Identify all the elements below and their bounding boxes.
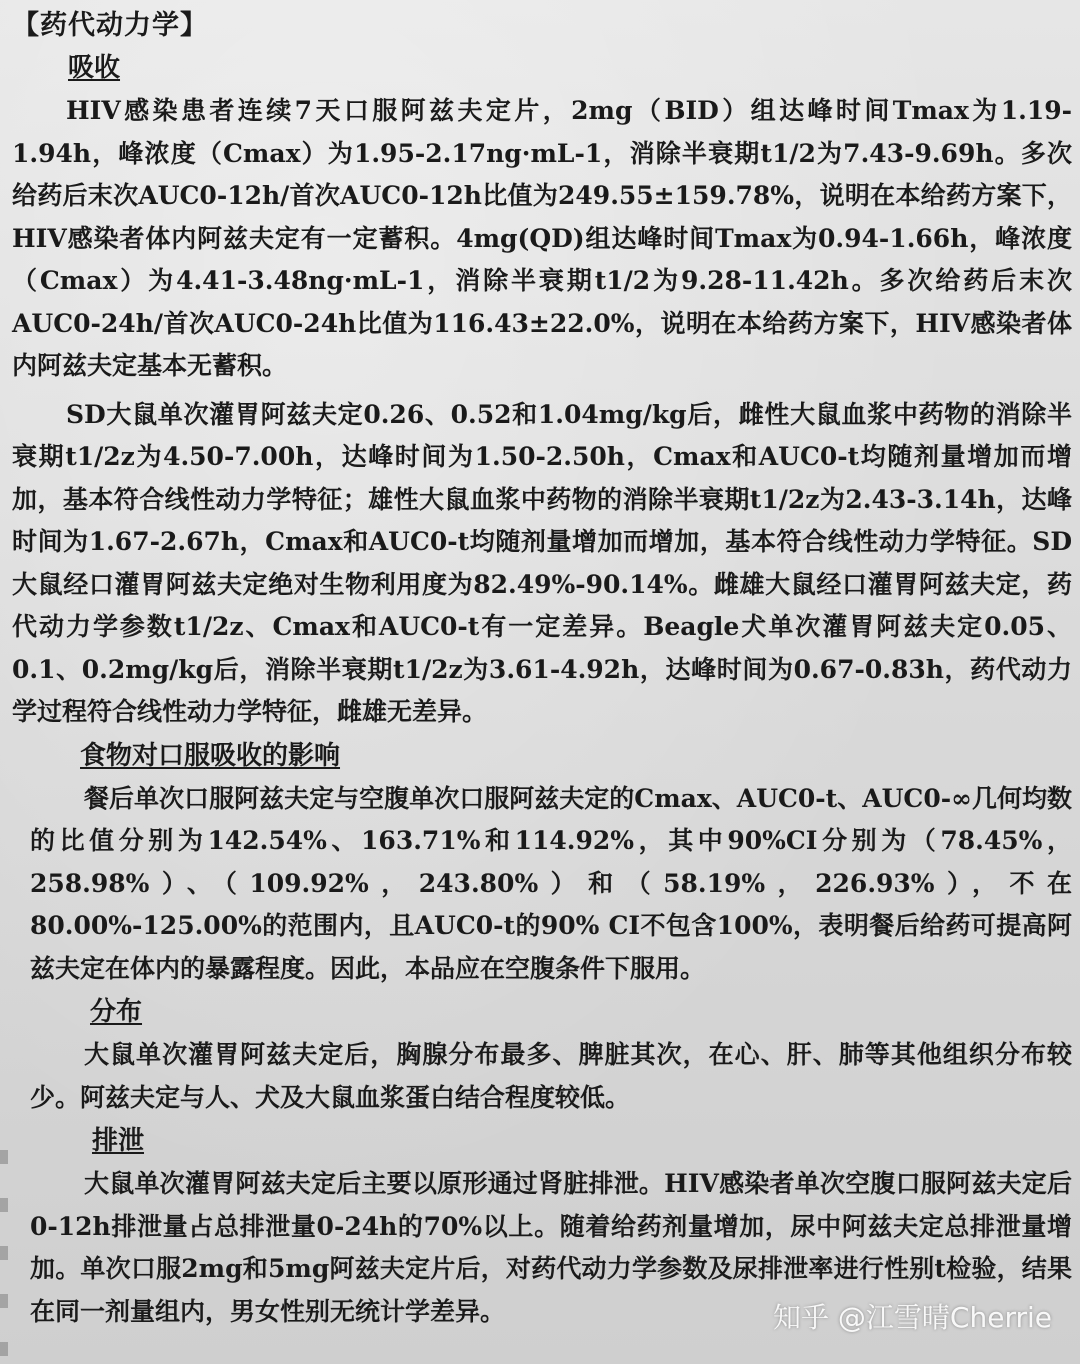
watermark: 知乎 @江雪晴Cherrie bbox=[773, 1301, 1052, 1334]
subsection-absorption: 吸收 bbox=[68, 53, 121, 83]
subsection-excretion: 排泄 bbox=[92, 1126, 145, 1156]
document-content bbox=[12, 6, 1072, 1333]
paragraph-distribution: 大鼠单次灌胃阿兹夫定后，胸腺分布最多、脾脏其次，在心、肝、肺等其他组织分布较少。阿兹夫定与人、犬及大鼠血浆蛋白结合程度较低。 bbox=[30, 1040, 1072, 1112]
subsection-food-effect: 食物对口服吸收的影响 bbox=[80, 740, 341, 771]
page-edge-marks bbox=[0, 1150, 8, 1360]
paragraph-excretion: 大鼠单次灌胃阿兹夫定后主要以原形通过肾脏排泄。HIV感染者单次空腹口服阿兹夫定后0-12h排泄量占总排泄量0-24h的70%以上。随着给药剂量增加，尿中阿兹夫定总排泄量增加。单次口服2mg和5mg阿兹夫定片后，对药代动力学参数及尿排泄率进行性别t检验，结果在同一剂量组内，男女性别无统计学差异。 bbox=[30, 1169, 1072, 1326]
section-title: 【药代动力学】 bbox=[12, 10, 208, 41]
paragraph-food-effect: 餐后单次口服阿兹夫定与空腹单次口服阿兹夫定的Cmax、AUC0-t、AUC0-∞几何均数的比值分别为142.54%、163.71%和114.92%，其中90%CI分别为（78.45%，258.98%）、（109.92%，243.80%）和（58.19%，226.93%），不在80.00%-125.00%的范围内，且AUC0-t的90% CI不包含100%，表明餐后给药可提高阿兹夫定在体内的暴露程度。因此，本品应在空腹条件下服用。 bbox=[30, 783, 1072, 983]
subsection-distribution: 分布 bbox=[90, 997, 143, 1027]
paragraph-absorption-human: HIV感染患者连续7天口服阿兹夫定片，2mg（BID）组达峰时间Tmax为1.19-1.94h，峰浓度（Cmax）为1.95-2.17ng·mL-1，消除半衰期t1/2为7.43-9.69h。多次给药后末次AUC0-12h/首次AUC0-12h比值为249.55±159.78%，说明在本给药方案下，HIV感染者体内阿兹夫定有一定蓄积。4mg(QD)组达峰时间Tmax为0.94-1.66h，峰浓度（Cmax）为4.41-3.48ng·mL-1，消除半衰期t1/2为9.28-11.42h。多次给药后末次AUC0-24h/首次AUC0-24h比值为116.43±22.0%，说明在本给药方案下，HIV感染者体内阿兹夫定基本无蓄积。 bbox=[12, 96, 1072, 380]
paragraph-absorption-animal: SD大鼠单次灌胃阿兹夫定0.26、0.52和1.04mg/kg后，雌性大鼠血浆中药物的消除半衰期t1/2z为4.50-7.00h，达峰时间为1.50-2.50h，Cmax和AUC0-t均随剂量增加而增加，基本符合线性动力学特征；雄性大鼠血浆中药物的消除半衰期t1/2z为2.43-3.14h，达峰时间为1.67-2.67h，Cmax和AUC0-t均随剂量增加而增加，基本符合线性动力学特征。SD大鼠经口灌胃阿兹夫定绝对生物利用度为82.49%-90.14%。雌雄大鼠经口灌胃阿兹夫定，药代动力学参数t1/2z、Cmax和AUC0-t有一定差异。Beagle犬单次灌胃阿兹夫定0.05、0.1、0.2mg/kg后，消除半衰期t1/2z为3.61-4.92h，达峰时间为0.67-0.83h，药代动力学过程符合线性动力学特征，雌雄无差异。 bbox=[12, 399, 1072, 726]
